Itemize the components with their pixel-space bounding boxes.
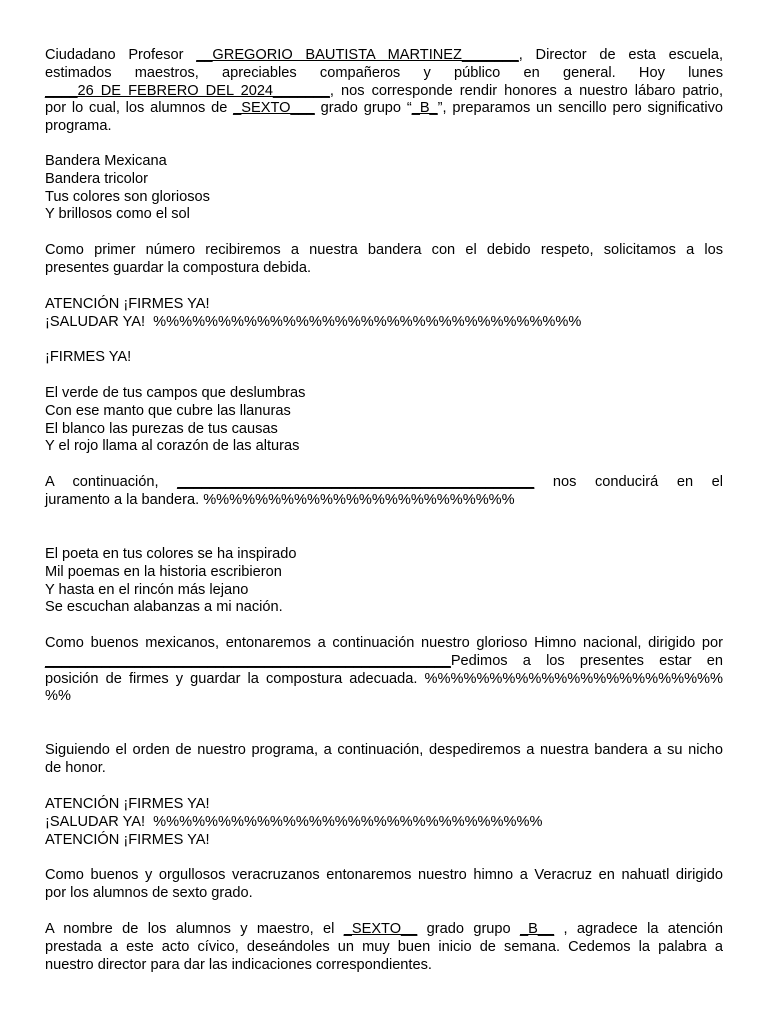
verse-line: Bandera tricolor [45,170,149,187]
grade-blank: _SEXTO___ [233,100,315,117]
command-line: ATENCIÓN ¡FIRMES YA! [45,831,210,848]
verse-2 [45,385,723,456]
closing-paragraph: A nombre de los alumnos y maestro, el _SEXTO__ grado grupo _B__ , agradece la atención prestada a este acto cívico, deseándoles un muy buen inicio de semana. Cedemos la palabra a nuestro director para dar las indicaciones correspondientes. [45,921,723,973]
oath-leader-blank: ____________________________________________ [177,474,535,490]
commands-2 [45,796,723,849]
verse-line: Tus colores son gloriosos [45,188,210,205]
first-number-paragraph: Como primer número recibiremos a nuestra bandera con el debido respeto, solicitamos a los presentes guardar la compostura debida. [45,242,723,276]
verse-line: Y brillosos como el sol [45,206,190,223]
commands-1 [45,296,723,332]
verse-line: El blanco las purezas de tus causas [45,420,278,437]
intro-paragraph [45,47,723,136]
command-line: ATENCIÓN ¡FIRMES YA! [45,296,210,312]
verse-line: Bandera Mexicana [45,153,167,169]
intro-line-3: ____26 DE FEBRERO DEL 2024_______, nos corresponde rendir honores a nuestro lábaro patrio, [45,82,723,99]
intro-line-2: estimados maestros, apreciables compañeros y público en general. Hoy lunes [45,64,723,81]
verse-3 [45,546,723,617]
anthem-director-blank: __________________________________________________ [45,652,451,669]
verse-line: Se escuchan alabanzas a mi nación. [45,599,283,616]
intro-line-5: programa. [45,118,112,135]
director-name-blank: __GREGORIO BAUTISTA MARTINEZ_______ [196,47,519,63]
command-line: ¡SALUDAR YA! %%%%%%%%%%%%%%%%%%%%%%%%%%%%%%%%% [45,313,582,330]
farewell-paragraph: Siguiendo el orden de nuestro programa, a continuación, despediremos a nuestra bandera a su nicho de honor. [45,742,723,776]
verse-line: Y hasta en el rincón más lejano [45,581,249,598]
command-line: ATENCIÓN ¡FIRMES YA! [45,796,210,812]
verse-1 [45,153,723,224]
veracruz-paragraph: Como buenos y orgullosos veracruzanos entonaremos nuestro himno a Veracruz en nahuatl dirigido por los alumnos de sexto grado. [45,867,723,901]
command-line: ¡SALUDAR YA! %%%%%%%%%%%%%%%%%%%%%%%%%%%%%% [45,813,543,830]
anthem-line-2: __________________________________________________Pedimos a los presentes estar en [45,652,723,669]
date-blank: ____26 DE FEBRERO DEL 2024_______ [45,82,330,99]
oath-line-1: A continuación, ____________________________________________ nos conducirá en el [45,474,723,490]
closing-grade-blank: _SEXTO__ [343,921,418,937]
verse-line: Con ese manto que cubre las llanuras [45,402,291,419]
closing-group-blank: _B__ [520,921,555,937]
oath-paragraph: A continuación, ____________________________________________ nos conducirá en el juramento a la bandera. %%%%%%%%%%%%%%%%%%%%%%%% [45,474,723,508]
verse-line: Y el rojo llama al corazón de las alturas [45,438,300,455]
verse-line: El verde de tus campos que deslumbras [45,385,306,401]
intro-line-4: por lo cual, los alumnos de _SEXTO___ grado grupo “_B_”, preparamos un sencillo pero significativo [45,100,723,117]
firmes-command: ¡FIRMES YA! [45,349,132,365]
anthem-paragraph: Como buenos mexicanos, entonaremos a continuación nuestro glorioso Himno nacional, dirigido por __________________________________________________Pedimos a los presentes estar en posición de firmes y guardar la compostura adecuada. %%%%%%%%%%%%%%%%%%%%%%% %% [45,635,723,705]
closing-line-1: A nombre de los alumnos y maestro, el _SEXTO__ grado grupo _B__ , agradece la atención [45,921,723,937]
intro-line-1: Ciudadano Profesor __GREGORIO BAUTISTA MARTINEZ_______, Director de esta escuela, [45,47,723,63]
verse-line: Mil poemas en la historia escribieron [45,563,282,580]
group-blank: _B_ [411,100,438,117]
verse-line: El poeta en tus colores se ha inspirado [45,546,297,562]
